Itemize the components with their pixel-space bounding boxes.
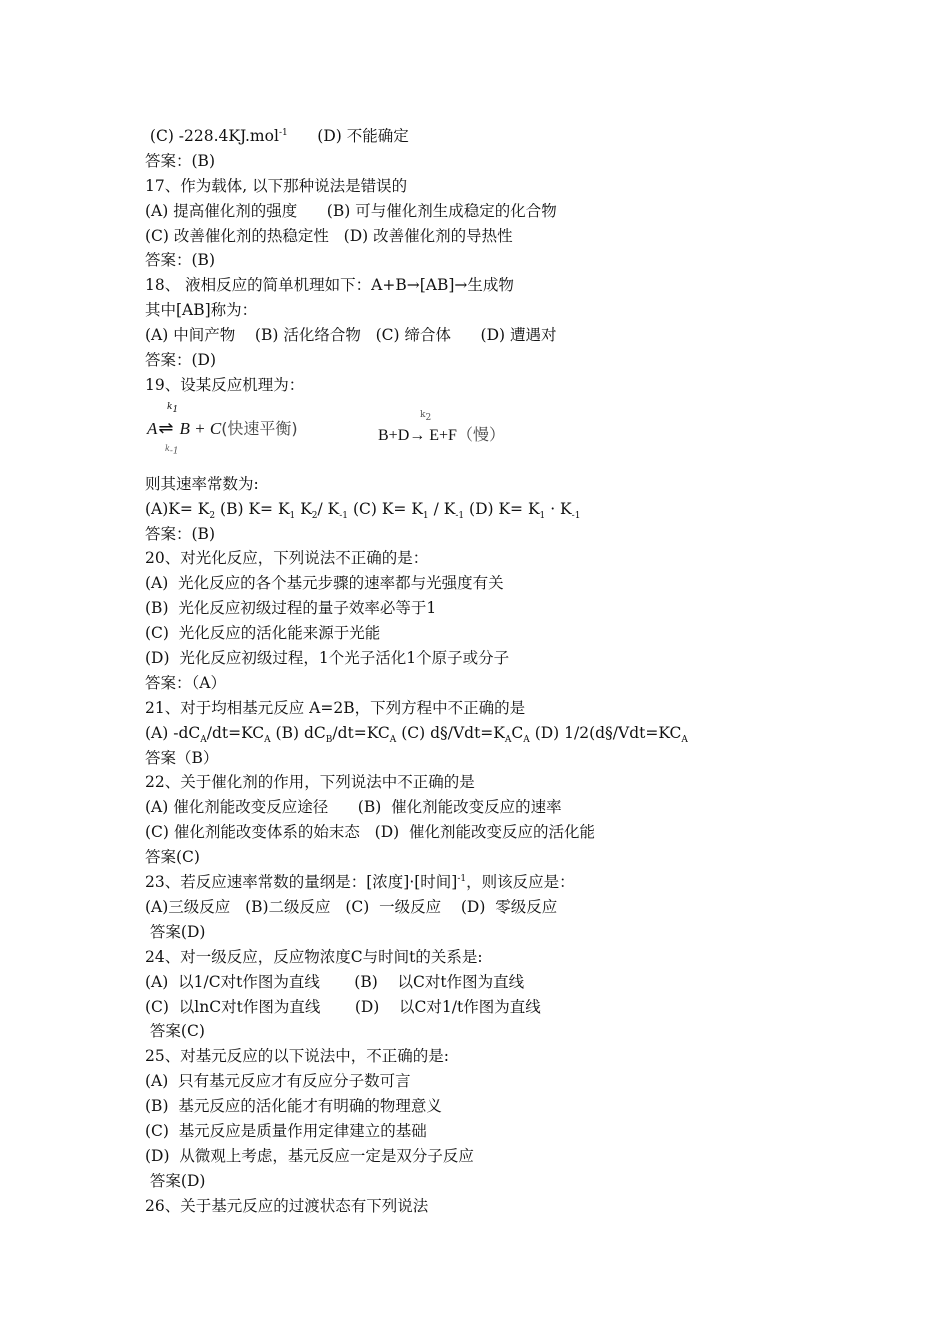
text-line: 答案（B） <box>145 748 219 767</box>
text-line: 答案：（A） <box>145 673 226 692</box>
text-line: 其中[AB]称为： <box>145 301 258 320</box>
text-line: 则其速率常数为: <box>145 474 259 493</box>
rate-constant-k2: $k_2$ <box>420 409 432 423</box>
text-line: 答案：(D) <box>145 351 217 370</box>
text-line: 18、 液相反应的简单机理如下：A+B→[AB]→生成物 <box>145 276 514 295</box>
text-line: (A) 提高催化剂的强度 (B) 可与催化剂生成稳定的化合物 <box>145 201 557 220</box>
text-line: $(A)K= K_2$ (B) $K= K_1$ $K_2/$ $K_{-1}$ (C) $K= K_1 / K_{-1}$ (D) $K= K_1 \cdot K_{-1}$ <box>145 499 581 521</box>
text-line: 22、关于催化剂的作用，下列说法中不正确的是 <box>145 773 475 792</box>
text-line: (D) 光化反应初级过程，1个光子活化1个原子或分子 <box>145 649 510 668</box>
text-line: 25、对基元反应的以下说法中，不正确的是: <box>145 1047 449 1066</box>
text-line: (A) 只有基元反应才有反应分子数可言 <box>145 1072 411 1091</box>
text-line: 26、关于基元反应的过渡状态有下列说法 <box>145 1196 429 1215</box>
text-line: (C) 以lnC对t作图为直线 (D) 以C对1/t作图为直线 <box>145 997 541 1016</box>
text-line: 24、对一级反应，反应物浓度C与时间t的关系是: <box>145 947 483 966</box>
text-line: (A) 以1/C对t作图为直线 (B) 以C对t作图为直线 <box>145 972 525 991</box>
slow-step: B+D→ E+F（慢） <box>378 424 505 444</box>
text-line: (B) 基元反应的活化能才有明确的物理意义 <box>145 1097 442 1116</box>
text-line: 答案(C) <box>145 1022 205 1041</box>
text-line: 答案(D) <box>145 1171 206 1190</box>
fast-equilibrium-step: A⇌ B + C(快速平衡) <box>147 417 298 438</box>
superscript: -1 <box>278 127 288 138</box>
text-line: 答案：(B) <box>145 524 215 543</box>
text-line: 21、对于均相基元反应 A=2B，下列方程中不正确的是 <box>145 698 526 717</box>
text-line <box>145 124 845 149</box>
text-line: (A)三级反应 (B)二级反应 (C) 一级反应 (D) 零级反应 <box>145 897 558 916</box>
rate-constant-k-1: $k_{-1}$ <box>165 443 179 457</box>
text-line: 19、设某反应机理为： <box>145 375 305 394</box>
text-line: (A) 中间产物 (B) 活化络合物 (C) 缔合体 (D) 遭遇对 <box>145 326 557 345</box>
text-line: 答案：(B) <box>145 251 215 270</box>
text-line: 答案(D) <box>145 922 206 941</box>
document-page <box>145 124 845 1219</box>
text-line: 20、对光化反应，下列说法不正确的是： <box>145 549 429 568</box>
text-line: (A) 催化剂能改变反应途径 (B) 催化剂能改变反应的速率 <box>145 798 562 817</box>
rate-constant-k1: $k_1$ <box>167 401 179 415</box>
text-line: (C) 催化剂能改变体系的始末态 (D) 催化剂能改变反应的活化能 <box>145 823 596 842</box>
text-fragment: (D) 不能确定 <box>287 127 409 145</box>
text-line: (B) 光化反应初级过程的量子效率必等于1 <box>145 599 437 618</box>
text-block-top <box>145 124 845 398</box>
text-line: 17、作为载体, 以下那种说法是错误的 <box>145 176 408 195</box>
text-fragment: (C) -228.4KJ.mol <box>145 127 279 145</box>
text-line: (C) 光化反应的活化能来源于光能 <box>145 624 381 643</box>
text-line: (D) 从微观上考虑，基元反应一定是双分子反应 <box>145 1146 474 1165</box>
text-block-bottom <box>145 472 845 1219</box>
text-line: (C) 改善催化剂的热稳定性 (D) 改善催化剂的导热性 <box>145 226 513 245</box>
text-line: (A) 光化反应的各个基元步骤的速率都与光强度有关 <box>145 574 504 593</box>
text-line: (C) 基元反应是质量作用定律建立的基础 <box>145 1121 427 1140</box>
text-line: 答案：(B) <box>145 151 215 170</box>
text-line: (A) $-dC_A/dt=KC_A$ (B) $dC_B/dt=KC_A$ (C) $d\S/Vdt=K_AC_A$ (D) $1/2(d\S/Vdt=KC_A$ <box>145 723 688 745</box>
reaction-mechanism-formula <box>145 402 845 464</box>
text-line: 23、若反应速率常数的量纲是：[浓度]·[时间]$^{-1}$，则该反应是： <box>145 873 575 892</box>
text-line: 答案(C) <box>145 848 200 867</box>
